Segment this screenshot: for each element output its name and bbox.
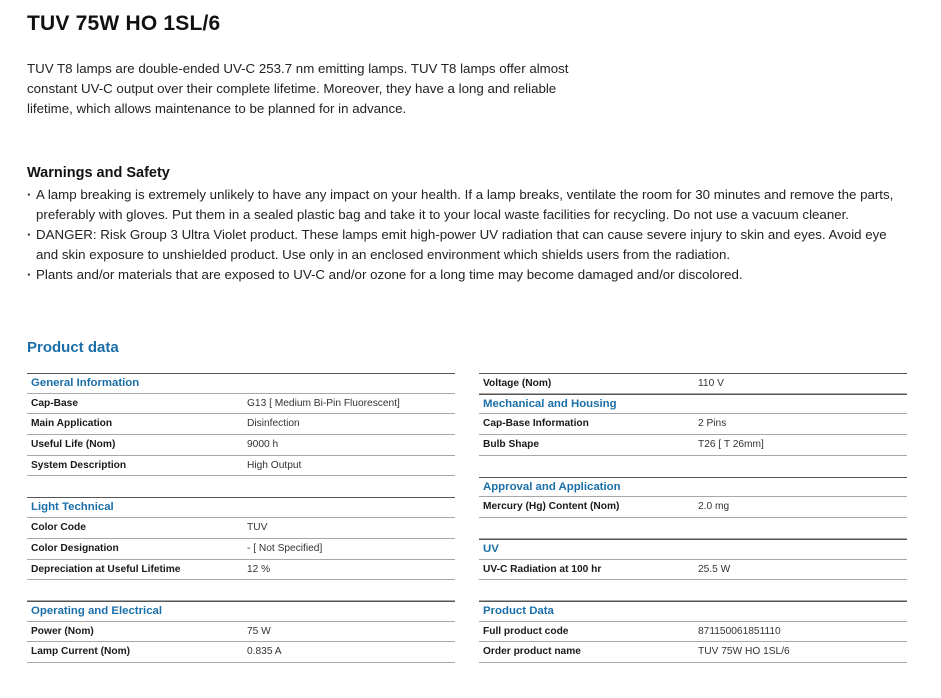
- spec-value: 75 W: [247, 625, 271, 637]
- product-data-left-column: [27, 373, 455, 663]
- table-row: [27, 518, 455, 539]
- section-heading: General Information: [31, 377, 140, 389]
- warning-item: · DANGER: Risk Group 3 Ultra Violet product. These lamps emit high-power UV radiation that can cause severe injury to skin and eyes. Avoid eye and skin exposure to unshielded product. Use only in an enclosed environment which shields users from the radiation.: [27, 225, 907, 265]
- warning-item: · A lamp breaking is extremely unlikely to have any impact on your health. If a lamp breaks, ventilate the room for 30 minutes and remove the parts, preferably with gloves. Put them in a sealed plastic bag and take it to your local waste facilities for recycling. Do not use a vacuum cleaner.: [27, 185, 907, 225]
- warnings-list: [27, 185, 907, 285]
- spec-label: Depreciation at Useful Lifetime: [31, 563, 181, 575]
- section-spacer: [27, 476, 455, 497]
- spec-label: Bulb Shape: [483, 439, 540, 451]
- section-heading: Mechanical and Housing: [483, 397, 617, 410]
- section-approval-application: [479, 477, 907, 498]
- spec-label: Useful Life (Nom): [31, 439, 116, 451]
- spec-label: Full product code: [483, 625, 569, 637]
- warning-item: · Plants and/or materials that are exposed to UV-C and/or ozone for a long time may become damaged and/or discolored.: [27, 265, 907, 285]
- table-row-empty: [479, 518, 907, 539]
- section-heading: Approval and Application: [483, 480, 621, 493]
- spec-label: Cap-Base Information: [483, 418, 589, 430]
- spec-label: Power (Nom): [31, 625, 94, 637]
- table-row: [27, 435, 455, 456]
- spec-value: 25.5 W: [698, 563, 731, 575]
- spec-value: 12 %: [247, 563, 271, 575]
- spec-value: T26 [ T 26mm]: [698, 439, 764, 451]
- spec-value: High Output: [247, 459, 302, 471]
- table-row: [479, 373, 907, 394]
- section-product-data: [479, 601, 907, 622]
- spec-label: Main Application: [31, 418, 113, 430]
- table-row: [479, 435, 907, 456]
- section-uv: [479, 539, 907, 560]
- table-row: [27, 622, 455, 643]
- table-row: [27, 414, 455, 435]
- section-light-technical: [27, 497, 455, 518]
- spec-value: 2.0 mg: [698, 501, 730, 513]
- page-title: TUV 75W HO 1SL/6: [27, 12, 221, 35]
- table-row: [479, 497, 907, 518]
- table-row-empty: [27, 580, 455, 601]
- spec-value: - [ Not Specified]: [247, 542, 323, 554]
- section-heading: UV: [483, 542, 499, 555]
- section-mechanical-housing: [479, 394, 907, 415]
- section-heading: Operating and Electrical: [31, 604, 163, 617]
- spec-value: 0.835 A: [247, 646, 282, 658]
- section-operating-electrical: [27, 601, 455, 622]
- table-row: [27, 539, 455, 560]
- spec-label: UV-C Radiation at 100 hr: [483, 563, 602, 575]
- spec-value: 9000 h: [247, 439, 279, 451]
- spec-label: Order product name: [483, 646, 581, 658]
- table-row: [479, 622, 907, 643]
- spec-value: 871150061851110: [698, 625, 781, 637]
- spec-value: 110 V: [698, 378, 724, 389]
- product-data-heading: Product data: [27, 339, 119, 356]
- spec-label: Cap-Base: [31, 397, 78, 409]
- spec-value: G13 [ Medium Bi-Pin Fluorescent]: [247, 397, 400, 409]
- table-row: [27, 394, 455, 415]
- table-row-empty: [479, 580, 907, 601]
- section-heading: Light Technical: [31, 501, 114, 514]
- spec-value: 2 Pins: [698, 418, 727, 430]
- product-data-right-column: [479, 373, 907, 663]
- spec-label: Color Code: [31, 522, 86, 534]
- table-row: [479, 560, 907, 581]
- spec-value: Disinfection: [247, 418, 300, 430]
- spec-label: Mercury (Hg) Content (Nom): [483, 501, 620, 513]
- section-spacer: [479, 456, 907, 477]
- spec-value: TUV 75W HO 1SL/6: [698, 646, 790, 658]
- spec-label: Color Designation: [31, 542, 119, 554]
- warnings-heading: Warnings and Safety: [27, 165, 170, 181]
- table-row: [27, 560, 455, 581]
- spec-value: TUV: [247, 522, 268, 534]
- table-row: [27, 642, 455, 663]
- table-row: [479, 414, 907, 435]
- table-row: [27, 456, 455, 477]
- product-description: TUV T8 lamps are double-ended UV-C 253.7 nm emitting lamps. TUV T8 lamps offer almost constant UV-C output over their complete lifetime. Moreover, they have a long and reliable lifetime, which allows maintenance to be planned for in advance.: [27, 61, 569, 116]
- spec-label: Lamp Current (Nom): [31, 646, 131, 658]
- section-heading: Product Data: [483, 604, 554, 617]
- table-row: [479, 642, 907, 663]
- spec-label: System Description: [31, 459, 127, 471]
- spec-label: Voltage (Nom): [483, 378, 552, 389]
- section-general-information: [27, 373, 455, 394]
